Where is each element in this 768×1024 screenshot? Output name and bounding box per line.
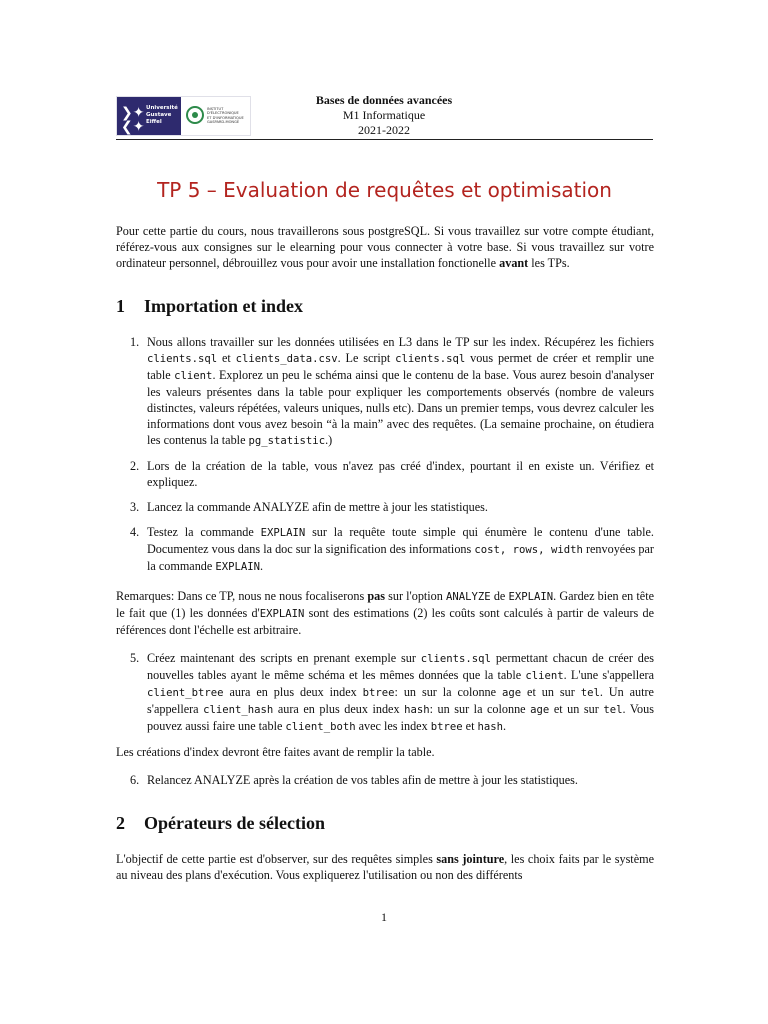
institute-text: INSTITUT D'ÉLECTRONIQUE ET D'INFORMATIQUE GASPARD-MONGE: [207, 107, 244, 125]
section2-paragraph: [116, 851, 654, 883]
item-text: . Un autre s'appellera: [147, 685, 654, 716]
item-text: Lors de la création de la table, vous n'avez pas créé d'index, pourtant il en existe un. Vérifiez et expliquez.: [147, 459, 654, 489]
code-token: pg_statistic: [248, 435, 326, 447]
task-list-2: [116, 650, 654, 735]
list-item: [116, 334, 654, 449]
item-text: . L'une s'appellera: [563, 668, 654, 682]
code-token: EXPLAIN: [215, 561, 261, 573]
item-text: .: [260, 559, 264, 573]
code-token: client_hash: [203, 704, 274, 716]
item-number: 4.: [130, 525, 140, 539]
remarks-paragraph: [116, 588, 654, 638]
code-token: client: [174, 370, 213, 382]
note-bold: pas: [367, 589, 385, 603]
course-name: Bases de données avancées: [315, 93, 453, 107]
section-title: Importation et index: [144, 296, 303, 316]
item-text: . Explorez un peu le schéma ainsi que le contenu de la base. Vous aurez besoin d'analyser les valeurs présentes dans la table pour expliquer les comportements observés (nombre de valeurs distinctes, valeurs répétées, valeurs uniques, nulls etc). Dans un premier temps, vous devrez calculer les informations dont vous avez besoin “à la main” avec des requêtes. (La semaine prochaine, on étudiera les contenus la table: [147, 368, 655, 447]
code-token: btree: [430, 721, 463, 733]
section-title: Opérateurs de sélection: [144, 813, 325, 833]
item-text: aura en plus deux index: [273, 702, 405, 716]
item-text: Lancez la commande ANALYZE afin de mettre à jour les statistiques.: [147, 500, 488, 514]
item-text: et un sur: [549, 702, 604, 716]
section-heading-2: [116, 812, 654, 834]
item-text: sur la requête toute simple qui énumère le contenu d'une table. Documentez vous dans la doc sur la signification des informations: [147, 525, 654, 556]
item-text: Nous allons travailler sur les données utilisées en L3 dans le TP sur les index. Récupérez les fichiers: [147, 335, 654, 349]
code-token: tel: [580, 687, 600, 699]
list-item: [116, 772, 654, 788]
code-token: EXPLAIN: [259, 608, 305, 620]
institute-seal-icon: [186, 106, 204, 124]
note-text: sur l'option: [384, 589, 447, 603]
list-item: [116, 499, 654, 515]
code-token: clients.sql: [395, 353, 466, 365]
code-token: client_both: [285, 721, 356, 733]
intro-text-end: les TPs.: [528, 256, 570, 270]
program-name: M1 Informatique: [342, 108, 426, 122]
code-token: clients.sql: [147, 353, 218, 365]
item-number: 6.: [130, 773, 140, 787]
note-text: . Gardez bien en tête le fait que (1) les données d': [116, 589, 654, 620]
note-text: Remarques: Dans ce TP, nous ne nous focaliserons: [116, 589, 368, 603]
list-item: [116, 650, 654, 735]
item-text: renvoyées par la commande: [147, 542, 654, 573]
code-token: client_btree: [147, 687, 224, 699]
item-text: avec les index: [355, 719, 431, 733]
list-item: [116, 524, 654, 575]
logo-emblem-icon: ❯✦ ❮✦: [121, 105, 145, 135]
task-list-3: [116, 772, 654, 788]
item-number: 3.: [130, 500, 140, 514]
task-list-1: [116, 334, 654, 575]
item-text: aura en plus deux index: [223, 685, 363, 699]
item-text: .): [325, 433, 333, 447]
code-token: hash: [404, 704, 430, 716]
code-token: clients_data.csv: [235, 353, 338, 365]
paragraph-text: L'objectif de cette partie est d'observer, sur des requêtes simples: [116, 852, 437, 866]
section-heading-1: [116, 295, 654, 317]
code-token: EXPLAIN: [508, 591, 554, 603]
paragraph-text: , les choix faits par le système au niveau des plans d'exécution. Vous expliquerez l'utilisation ou non des différents: [116, 852, 654, 882]
intro-text: Pour cette partie du cours, nous travaillerons sous postgreSQL. Si vous travaillez sur votre compte étudiant, référez-vous aux consignes sur le elearning pour vous connecter à votre base. Si vous travaillez sur votre ordinateur personnel, débrouillez vous pour avoir une installation fonctionelle: [116, 224, 654, 270]
item-number: 1.: [130, 335, 140, 349]
academic-year: 2021-2022: [358, 123, 410, 137]
document-body: [116, 210, 654, 883]
note-text: sont des estimations (2) les coûts sont calculés à partir de valeurs de références dont l'échelle est arbitraire.: [116, 606, 654, 637]
header-divider: [116, 139, 653, 140]
code-token: tel: [603, 704, 623, 716]
code-token: btree: [362, 687, 395, 699]
code-token: age: [501, 687, 522, 699]
code-token: age: [530, 704, 550, 716]
code-token: ANALYZE: [446, 591, 491, 603]
page-number: 1: [381, 910, 387, 924]
item-text: .: [503, 719, 507, 733]
code-token: hash: [477, 721, 504, 733]
item-text: permettant chacun de créer des nouvelles tables ayant le même schéma et les mêmes données que la table: [147, 651, 654, 682]
item-number: 5.: [130, 651, 140, 665]
code-token: cost, rows, width: [474, 544, 583, 556]
intro-bold: avant: [499, 256, 529, 270]
section-number: 2: [116, 813, 125, 833]
item-text: et: [462, 719, 478, 733]
code-token: clients.sql: [420, 653, 491, 665]
item-text: Relancez ANALYZE après la création de vos tables afin de mettre à jour les statistiques.: [147, 773, 578, 787]
item-text: et un sur: [521, 685, 581, 699]
section-number: 1: [116, 296, 125, 316]
item-text: . Vous pouvez aussi faire une table: [147, 702, 654, 733]
code-token: EXPLAIN: [260, 527, 306, 539]
item-text: vous permet de créer et remplir une table: [147, 351, 654, 382]
item-text: et: [217, 351, 236, 365]
item-text: : un sur la colonne: [429, 702, 531, 716]
list-item: [116, 458, 654, 490]
code-token: client: [525, 670, 564, 682]
item-text: . Le script: [337, 351, 396, 365]
university-logo: [116, 96, 251, 136]
item-text: Créez maintenant des scripts en prenant exemple sur: [147, 651, 421, 665]
note-text: de: [490, 589, 509, 603]
index-note-paragraph: Les créations d'index devront être faites avant de remplir la table.: [116, 745, 435, 759]
item-text: : un sur la colonne: [394, 685, 502, 699]
item-text: Testez la commande: [147, 525, 261, 539]
paragraph-bold: sans jointure: [436, 852, 505, 866]
logo-text: Université Gustave Eiffel: [146, 105, 178, 125]
item-number: 2.: [130, 459, 140, 473]
course-header: [270, 93, 498, 138]
page-title: TP 5 – Evaluation de requêtes et optimisation: [157, 178, 612, 202]
intro-paragraph: [116, 223, 654, 271]
